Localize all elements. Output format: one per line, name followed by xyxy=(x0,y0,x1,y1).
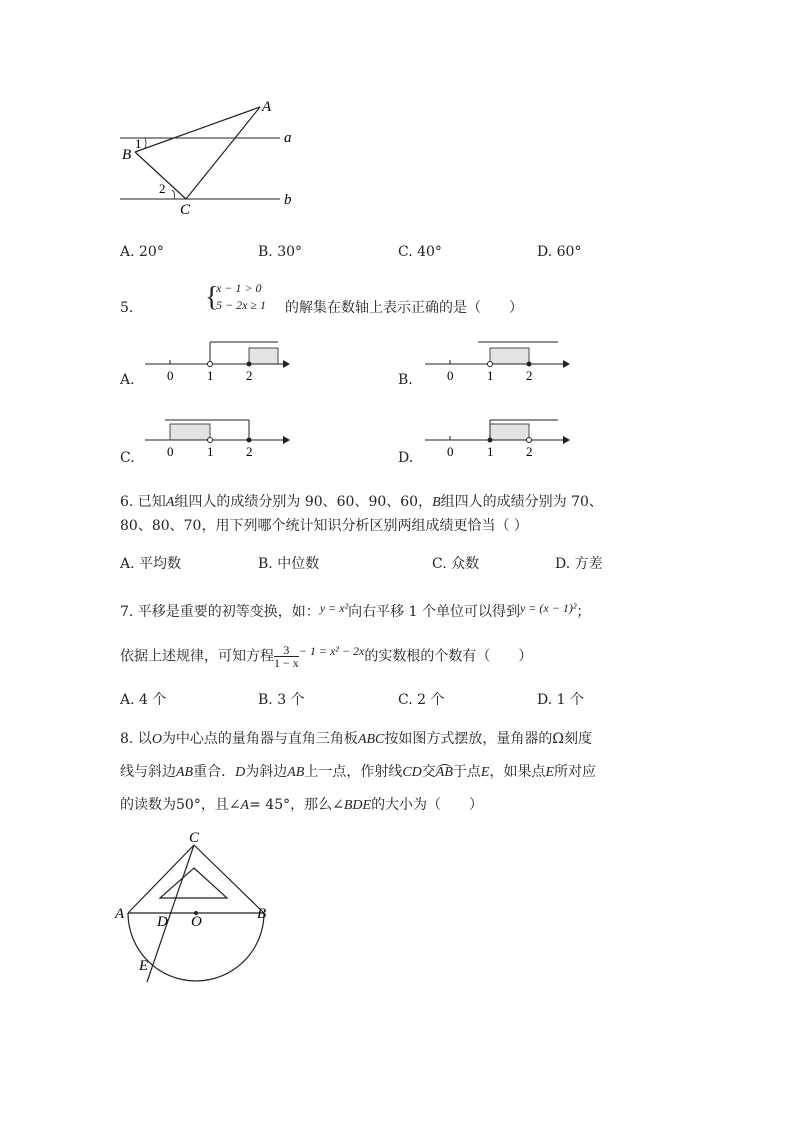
q7-frac-num: 3 xyxy=(274,644,299,657)
label-O: O xyxy=(191,914,202,930)
q8-line1-a: 8. 以 xyxy=(120,731,152,747)
q8-line2-d: 上一点，作射线 xyxy=(304,764,403,780)
q6-var-b: B xyxy=(432,495,441,510)
q8-line3-c: 的大小为（ ） xyxy=(371,797,484,813)
q6-line1-b: 组四人的成绩分别为 90、60、90、60， xyxy=(174,494,433,510)
q5-b-tick-2: 2 xyxy=(526,368,533,383)
q8-BDE: BDE xyxy=(343,798,372,813)
q5-system-line2: 5 − 2x ≥ 1 xyxy=(216,298,267,312)
q6-var-a: A xyxy=(165,495,175,510)
q5-a-shade xyxy=(249,348,278,364)
q8-line2-e: 交 xyxy=(421,764,436,780)
q8-A: A xyxy=(240,798,250,813)
q7-eq1: y = x² xyxy=(319,601,349,615)
q6-option-a: A. 平均数 xyxy=(120,556,182,572)
q4-option-d: D. 60° xyxy=(537,244,582,260)
q5-d-open-point-2 xyxy=(527,438,532,443)
q8-line3 xyxy=(120,797,483,814)
q8-line2 xyxy=(120,764,596,781)
inner-triangle xyxy=(160,868,227,898)
label-E: E xyxy=(139,958,149,974)
q5-a-arrow xyxy=(283,360,290,368)
q5-option-b-numberline xyxy=(420,338,580,388)
q8-E-1: E xyxy=(480,765,490,780)
q5-option-a-letter: A. xyxy=(120,372,135,388)
q5-system-line1: x − 1 > 0 xyxy=(216,281,262,295)
q8-line2-h: 所对应 xyxy=(554,764,597,780)
q7-line1 xyxy=(120,601,591,620)
q8-ABC: ABC xyxy=(357,732,385,747)
q8-line2-g: ，如果点 xyxy=(489,764,546,780)
q5-c-shade xyxy=(170,424,210,440)
q6-option-b: B. 中位数 xyxy=(258,556,320,572)
q5-d-tick-0: 0 xyxy=(447,444,454,459)
q7-frac-den: 1 − x xyxy=(274,656,299,670)
q5-c-tick-1: 1 xyxy=(207,444,214,459)
q7-line2 xyxy=(120,644,532,669)
q7-option-b: B. 3 个 xyxy=(258,692,305,708)
q4-option-b: B. 30° xyxy=(258,244,303,260)
q8-CD: CD xyxy=(402,765,422,780)
q5-c-closed-point xyxy=(247,438,252,443)
q8-line2-c: 为斜边 xyxy=(245,764,288,780)
label-angle-2: 2 xyxy=(159,181,166,196)
q5-option-d-letter: D. xyxy=(398,450,414,466)
q5-option-c-letter: C. xyxy=(120,450,135,466)
q5-b-closed-point xyxy=(527,362,532,367)
q7-eq2: y = (x − 1)² xyxy=(519,601,577,615)
q5-system-brace: { xyxy=(205,282,219,313)
q8-O: O xyxy=(151,732,162,747)
q4-option-a: A. 20° xyxy=(120,244,164,260)
figure-protractor xyxy=(110,830,290,990)
q5-b-shade xyxy=(490,348,529,364)
q7-fraction xyxy=(274,644,299,669)
q8-line3-a: 的读数为50°，且∠ xyxy=(120,797,241,813)
q7-eq3: − 1 = x² − 2x xyxy=(298,643,365,658)
q8-line1-b: 为中心点的量角器与直角三角板 xyxy=(161,731,358,747)
q5-stem: 的解集在数轴上表示正确的是（ ） xyxy=(285,300,523,316)
q5-a-tick-1: 1 xyxy=(207,368,214,383)
q5-c-tick-2: 2 xyxy=(246,444,253,459)
q5-c-open-point xyxy=(208,438,213,443)
q5-option-d-numberline xyxy=(420,414,580,464)
q6-line1-c: 组四人的成绩分别为 70、 xyxy=(440,494,603,510)
q7-prefix: 7. 平移是重要的初等变换，如： xyxy=(120,604,320,620)
q5-option-c-numberline xyxy=(140,414,300,464)
q5-a-closed-point xyxy=(247,362,252,367)
q5-a-tick-0: 0 xyxy=(167,368,174,383)
q5-number: 5. xyxy=(120,300,134,316)
q5-d-tick-1: 1 xyxy=(487,444,494,459)
q8-line3-b: = 45°，那么∠ xyxy=(249,797,344,813)
q6-line2: 80、80、70，用下列哪个统计知识分析区别两组成绩更恰当（ ） xyxy=(120,518,528,534)
q5-a-tick-2: 2 xyxy=(246,368,253,383)
q5-b-tick-0: 0 xyxy=(447,368,454,383)
q4-option-c: C. 40° xyxy=(398,244,442,260)
label-angle-1: 1 xyxy=(135,136,142,151)
q6-line1 xyxy=(120,494,603,511)
q8-line2-f: 于点 xyxy=(452,764,481,780)
angle-2-arc xyxy=(172,190,175,199)
q5-option-a-numberline xyxy=(140,338,300,388)
label-A: A xyxy=(262,99,272,115)
q6-line1-a: 6. 已知 xyxy=(120,494,166,510)
q5-a-open-point xyxy=(208,362,213,367)
q7-mid: 向右平移 1 个单位可以得到 xyxy=(348,604,520,620)
q8-arc-AB: AB xyxy=(435,765,453,780)
label-D: D xyxy=(157,914,168,930)
q8-line1-c: 按如图方式摆放，量角器的Ω刻度 xyxy=(384,731,592,747)
label-C: C xyxy=(189,830,200,846)
q7-option-d: D. 1 个 xyxy=(537,692,584,708)
label-a: a xyxy=(284,130,292,146)
q5-option-b-letter: B. xyxy=(398,372,413,388)
segment-BC xyxy=(194,845,264,913)
q8-D: D xyxy=(235,765,246,780)
q5-b-open-point xyxy=(488,362,493,367)
q8-line1 xyxy=(120,731,592,748)
q6-option-d: D. 方差 xyxy=(555,556,603,572)
q7-option-c: C. 2 个 xyxy=(398,692,445,708)
q7-option-a: A. 4 个 xyxy=(120,692,167,708)
segment-AC xyxy=(128,845,194,913)
label-B: B xyxy=(257,906,267,922)
q5-d-shade xyxy=(490,424,529,440)
angle-1-arc xyxy=(145,138,146,148)
q5-d-tick-2: 2 xyxy=(526,444,533,459)
figure-parallel-lines xyxy=(110,95,310,220)
q5-d-closed-point-1 xyxy=(488,438,493,443)
label-C: C xyxy=(180,202,191,218)
q8-line2-b: 重合． xyxy=(193,764,236,780)
q8-AB-1: AB xyxy=(176,765,194,780)
q7-line2-b: 的实数根的个数有（ ） xyxy=(364,648,533,665)
q8-E-2: E xyxy=(545,765,555,780)
label-A: A xyxy=(115,906,125,922)
q7-line2-a: 依据上述规律，可知方程 xyxy=(120,648,274,665)
q5-b-tick-1: 1 xyxy=(487,368,494,383)
q6-option-c: C. 众数 xyxy=(432,556,480,572)
label-b: b xyxy=(284,192,292,208)
q8-AB-2: AB xyxy=(287,765,305,780)
q7-end: ； xyxy=(576,604,591,620)
q5-c-tick-0: 0 xyxy=(167,444,174,459)
label-B: B xyxy=(122,147,132,163)
q8-line2-a: 线与斜边 xyxy=(120,764,176,780)
